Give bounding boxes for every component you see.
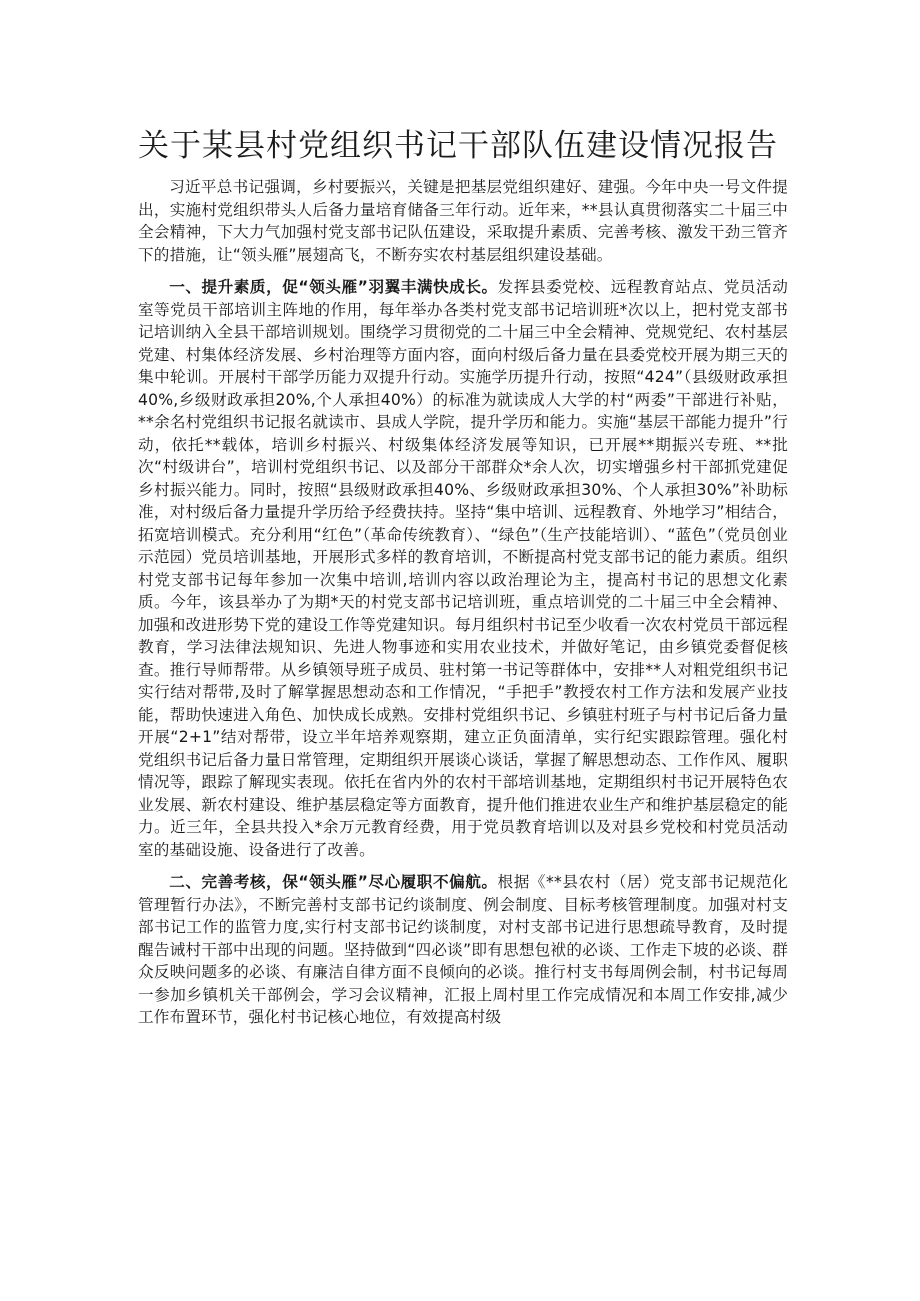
document-body <box>138 176 788 1039</box>
section-2-body: 根据《**县农村（居）党支部书记规范化管理暂行办法》，不断完善村支部书记约谈制度、例会制度、目标考核管理制度。加强对村支部书记工作的监管力度,实行村支部书记约谈制度，对村支部书记进行思想疏导教育，及时提醒告诫村干部中出现的问题。坚持做到“四必谈”即有思想包袱的必谈、工作走下坡的必谈、群众反映问题多的必谈、有廉洁自律方面不良倾向的必谈。推行村支书每周例会制，村书记每周一参加乡镇机关干部例会，学习会议精神，汇报上周村里工作完成情况和本周工作安排,减少工作布置环节，强化村书记核心地位，有效提高村级 <box>138 873 788 1026</box>
section-2-heading: 二、完善考核，保“领头雁”尽心履职不偏航。 <box>169 873 498 891</box>
document-title: 关于某县村党组织书记干部队伍建设情况报告 <box>138 128 778 164</box>
intro-paragraph: 习近平总书记强调，乡村要振兴，关键是把基层党组织建好、建强。今年中央一号文件提出，实施村党组织带头人后备力量培育储备三年行动。近年来，**县认真贯彻落实二十届三中全会精神，下大力气加强村党支部书记队伍建设，采取提升素质、完善考核、激发干劲三管齐下的措施，让“领头雁”展翅高飞，不断夯实农村基层组织建设基础。 <box>138 178 788 264</box>
section-1-paragraph <box>138 276 788 861</box>
section-1-heading: 一、提升素质，促“领头雁”羽翼丰满快成长。 <box>169 278 498 296</box>
section-2-paragraph <box>138 871 788 1029</box>
section-1-body: 发挥县委党校、远程教育站点、党员活动室等党员干部培训主阵地的作用，每年举办各类村党支部书记培训班*次以上，把村党支部书记培训纳入全县干部培训规划。围绕学习贯彻党的二十届三中全会精神、党规党纪、农村基层党建、村集体经济发展、乡村治理等方面内容，面向村级后备力量在县委党校开展为期三天的集中轮训。开展村干部学历能力双提升行动。实施学历提升行动，按照“424”（县级财政承担40%,乡级财政承担20%,个人承担40%）的标准为就读成人大学的村“两委”干部进行补贴，**余名村党组织书记报名就读市、县成人学院，提升学历和能力。实施“基层干部能力提升”行动，依托**载体，培训乡村振兴、村级集体经济发展等知识，已开展**期振兴专班、**批次“村级讲台”，培训村党组织书记、以及部分干部群众*余人次，切实增强乡村干部抓党建促乡村振兴能力。同时，按照“县级财政承担40%、乡级财政承担30%、个人承担30%”补助标准，对村级后备力量提升学历给予经费扶持。坚持“集中培训、远程教育、外地学习”相结合，拓宽培训模式。充分利用“红色”（革命传统教育）、“绿色”（生产技能培训）、“蓝色”（党员创业示范园）党员培训基地，开展形式多样的教育培训，不断提高村党支部书记的能力素质。组织村党支部书记每年参加一次集中培训,培训内容以政治理论为主，提高村书记的思想文化素质。今年，该县举办了为期*天的村党支部书记培训班，重点培训党的二十届三中全会精神、加强和改进形势下党的建设工作等党建知识。每月组织村书记至少收看一次农村党员干部远程教育，学习法律法规知识、先进人物事迹和实用农业技术，并做好笔记，由乡镇党委督促核查。推行导师帮带。从乡镇领导班子成员、驻村第一书记等群体中，安排**人对粗党组织书记实行结对帮带,及时了解掌握思想动态和工作情况，“手把手”教授农村工作方法和发展产业技能，帮助快速进入角色、加快成长成熟。安排村党组织书记、乡镇驻村班子与村书记后备力量开展“2+1”结对帮带，设立半年培养观察期，建立正负面清单，实行纪实跟踪管理。强化村党组织书记后备力量日常管理，定期组织开展谈心谈话，掌握了解思想动态、工作作风、履职情况等，跟踪了解现实表现。依托在省内外的农村干部培训基地，定期组织村书记开展特色农业发展、新农村建设、维护基层稳定等方面教育，提升他们推进农业生产和维护基层稳定的能力。近三年，全县共投入*余万元教育经费，用于党员教育培训以及对县乡党校和村党员活动室的基础设施、设备进行了改善。 <box>138 278 788 859</box>
